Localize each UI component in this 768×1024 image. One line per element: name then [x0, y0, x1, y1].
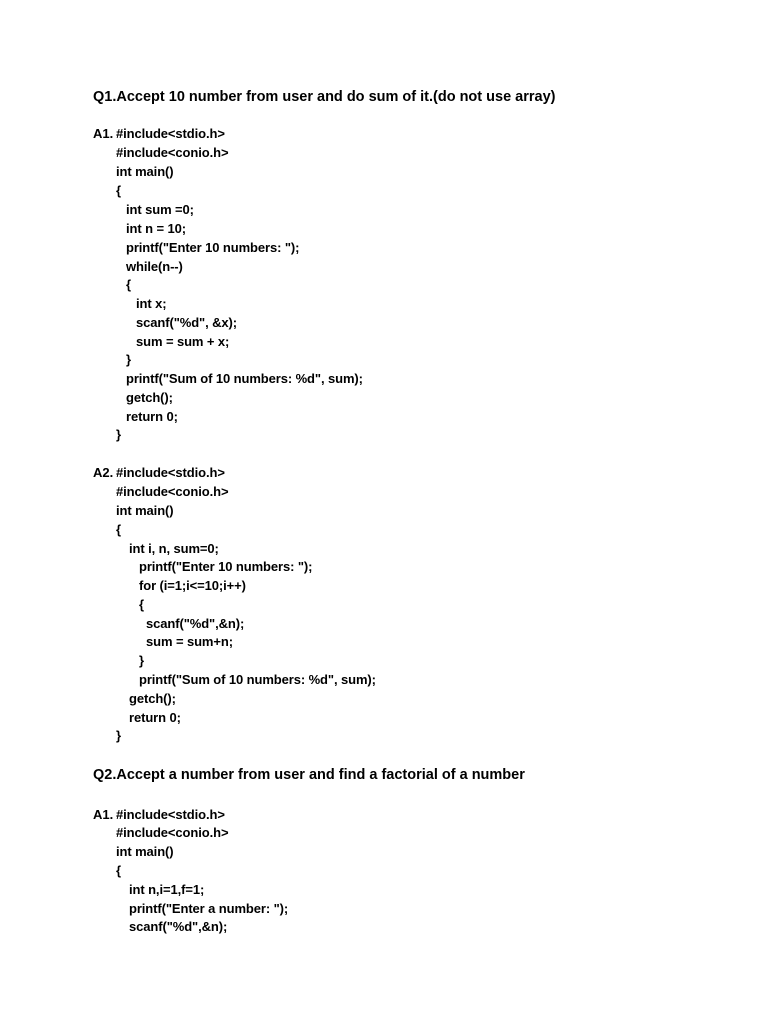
code-line: while(n--): [126, 259, 183, 274]
code-line: int n = 10;: [126, 221, 186, 236]
code-line: sum = sum + x;: [136, 334, 230, 349]
code-line: {: [139, 597, 144, 612]
code-line: int main(): [116, 164, 174, 179]
code-line: #include<stdio.h>: [116, 126, 225, 141]
code-line: {: [116, 183, 121, 198]
code-line: int i, n, sum=0;: [129, 541, 219, 556]
question-1-heading: Q1.Accept 10 number from user and do sum of it.(do not use array): [93, 89, 556, 105]
code-line: }: [116, 728, 121, 743]
question-2-heading: Q2.Accept a number from user and find a factorial of a number: [93, 767, 525, 783]
code-line: #include<stdio.h>: [116, 807, 225, 822]
code-line: printf("Enter a number: ");: [129, 901, 289, 916]
code-line: {: [116, 863, 121, 878]
code-line: printf("Enter 10 numbers: ");: [126, 240, 300, 255]
code-line: int x;: [136, 296, 167, 311]
code-line: #include<conio.h>: [116, 484, 229, 499]
code-line: scanf("%d", &x);: [136, 315, 238, 330]
code-line: return 0;: [126, 409, 178, 424]
code-line: {: [116, 522, 121, 537]
answer-1-label: A1.: [93, 807, 114, 822]
code-line: sum = sum+n;: [146, 634, 233, 649]
code-line: getch();: [129, 691, 176, 706]
code-line: printf("Sum of 10 numbers: %d", sum);: [126, 371, 363, 386]
code-line: int main(): [116, 844, 174, 859]
code-line: int main(): [116, 503, 174, 518]
code-line: scanf("%d",&n);: [129, 919, 228, 934]
code-line: return 0;: [129, 710, 181, 725]
answer-1-label: A1.: [93, 126, 114, 141]
code-line: #include<conio.h>: [116, 145, 229, 160]
code-line: for (i=1;i<=10;i++): [139, 578, 246, 593]
code-line: printf("Enter 10 numbers: ");: [139, 559, 313, 574]
code-line: int n,i=1,f=1;: [129, 882, 205, 897]
code-line: }: [139, 653, 144, 668]
answer-2-label: A2.: [93, 465, 114, 480]
code-line: {: [126, 277, 131, 292]
code-line: printf("Sum of 10 numbers: %d", sum);: [139, 672, 376, 687]
code-line: scanf("%d",&n);: [146, 616, 245, 631]
code-line: }: [116, 427, 121, 442]
code-line: #include<stdio.h>: [116, 465, 225, 480]
code-line: }: [126, 352, 131, 367]
code-line: int sum =0;: [126, 202, 194, 217]
code-line: getch();: [126, 390, 173, 405]
code-line: #include<conio.h>: [116, 825, 229, 840]
